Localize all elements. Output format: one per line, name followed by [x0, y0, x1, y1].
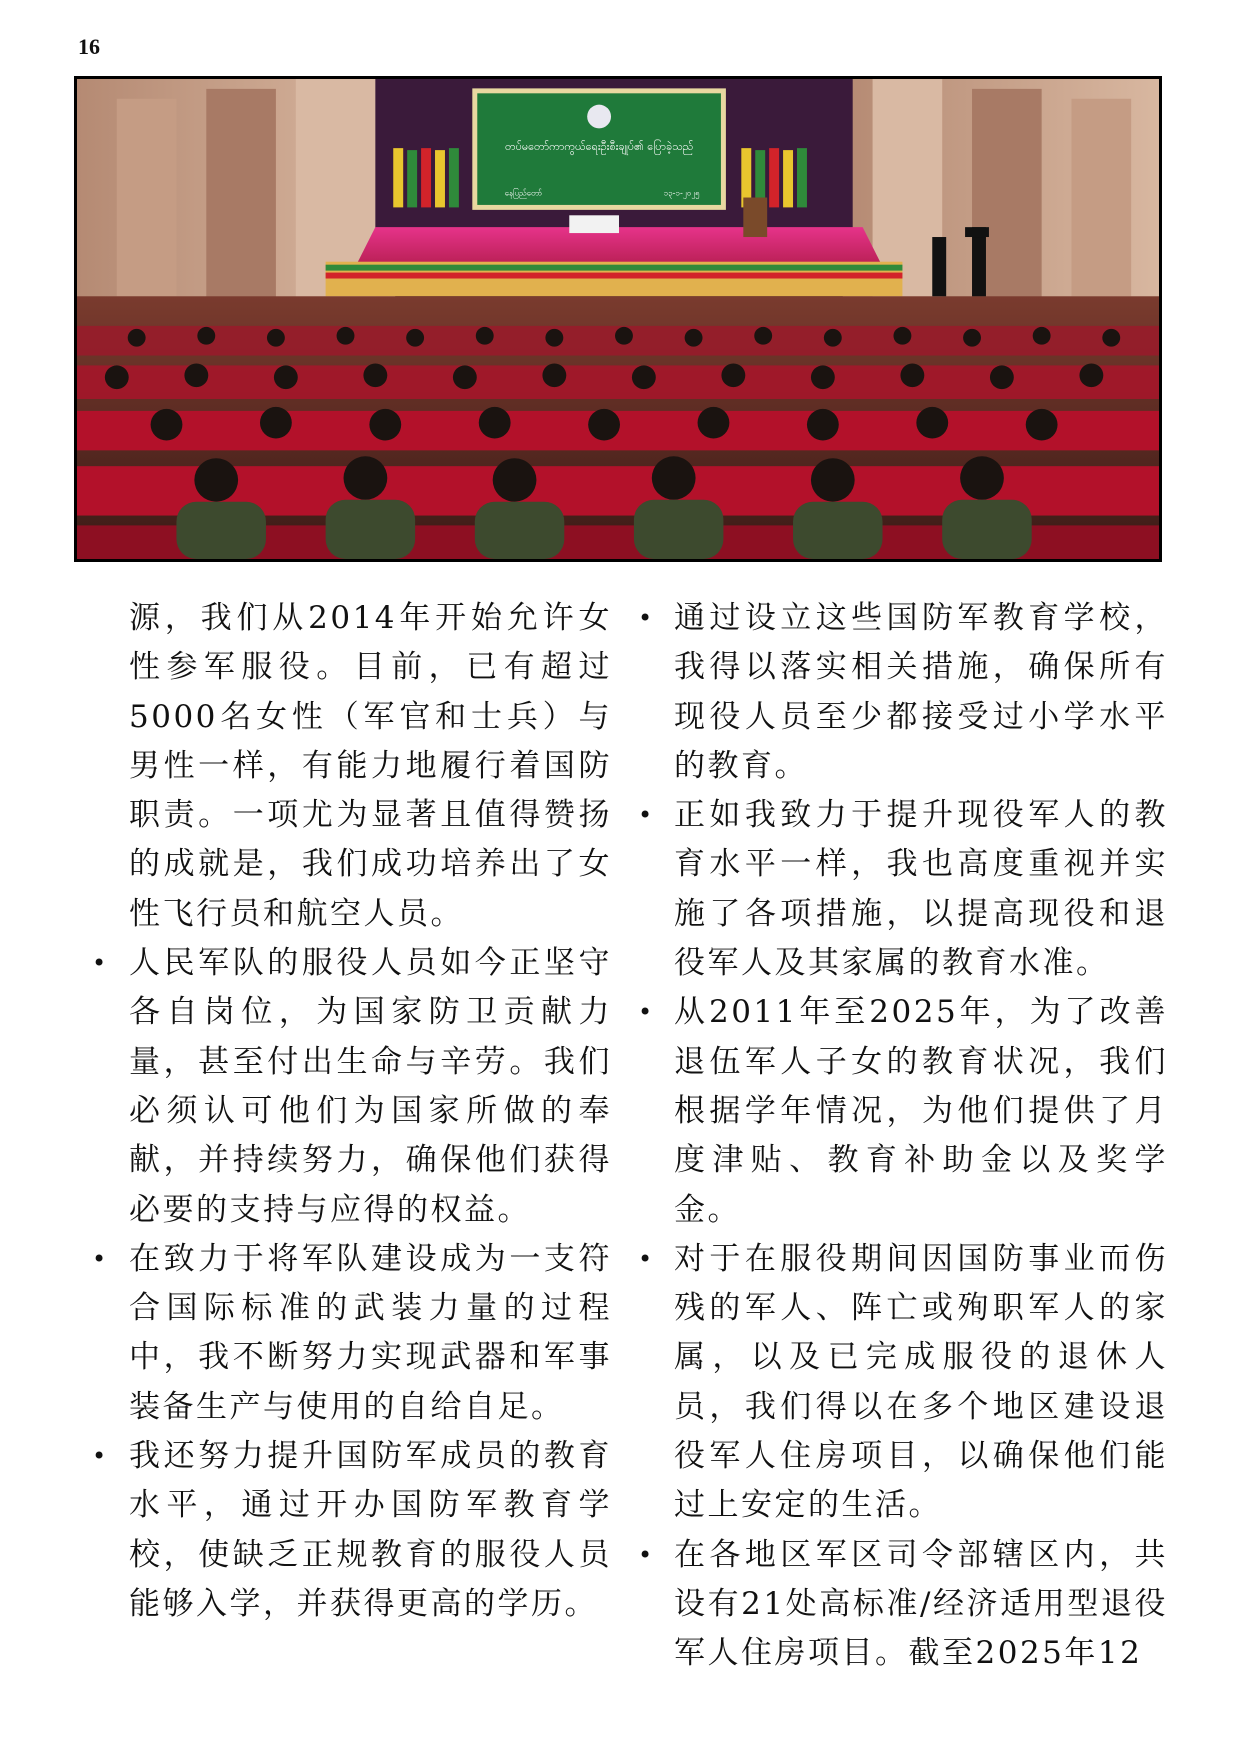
flags-left	[393, 148, 459, 207]
bullet-icon: •	[638, 998, 655, 1027]
bullet-item	[628, 1531, 1168, 1679]
bullet-icon: •	[92, 1442, 109, 1471]
continued-paragraph: 源，我们从2014年开始允许女性参军服役。目前，已有超过5000名女性（军官和士兵）与男性一样，有能力地履行着国防职责。一项尤为显著且值得赞扬的成就是，我们成功培养出了女性飞行员和航空人员。	[129, 600, 612, 932]
bullet-text: 通过设立这些国防军教育学校，我得以落实相关措施，确保所有现役人员至少都接受过小学水平的教育。	[674, 600, 1168, 784]
bullet-icon: •	[638, 1540, 655, 1569]
svg-text:၁၃-၁-၂၀၂၅: ၁၃-၁-၂၀၂၅	[663, 188, 700, 198]
bullet-text: 从2011年至2025年，为了改善退伍军人子女的教育状况，我们根据学年情况，为他们提供了月度津贴、教育补助金以及奖学金。	[674, 994, 1168, 1228]
bullet-text: 对于在服役期间因国防事业而伤残的军人、阵亡或殉职军人的家属，以及已完成服役的退休人员，我们得以在多个地区建设退役军人住房项目，以确保他们能过上安定的生活。	[674, 1240, 1168, 1524]
svg-text:တပ်မတော်ကာကွယ်ရေးဦးစီးချုပ်၏ ပ: တပ်မတော်ကာကွယ်ရေးဦးစီးချုပ်၏ ပြောခဲ့သည်	[504, 140, 694, 154]
bullet-item	[628, 1235, 1168, 1531]
bullet-item	[82, 1235, 612, 1432]
left-column	[82, 594, 612, 1629]
bullet-text: 人民军队的服役人员如今正坚守各自岗位，为国家防卫贡献力量，甚至付出生命与辛劳。我们必须认可他们为国家所做的奉献，并持续努力，确保他们获得必要的支持与应得的权益。	[129, 945, 612, 1228]
bullet-item	[628, 988, 1168, 1234]
bullet-item	[82, 939, 612, 1235]
hall-illustration	[77, 79, 1159, 559]
bullet-text: 在各地区军区司令部辖区内，共设有21处高标准/经济适用型退役军人住房项目。截至2025年12	[674, 1536, 1168, 1672]
stage-banner	[475, 91, 724, 208]
bullet-icon: •	[638, 604, 655, 632]
bullet-text: 在致力于将军队建设成为一支符合国际标准的武装力量的过程中，我不断努力实现武器和军事装备生产与使用的自给自足。	[129, 1240, 612, 1425]
bullet-icon: •	[92, 1244, 109, 1273]
bullet-icon: •	[92, 949, 109, 978]
bullet-item	[628, 791, 1168, 988]
bullet-text: 我还努力提升国防军成员的教育水平，通过开办国防军教育学校，使缺乏正规教育的服役人员能够入学，并获得更高的学历。	[129, 1438, 612, 1622]
bullet-item	[628, 594, 1168, 791]
svg-text:နေပြည်တော်: နေပြည်တော်	[504, 188, 542, 198]
conference-hall-photo	[74, 76, 1162, 562]
bullet-text: 正如我致力于提升现役军人的教育水平一样，我也高度重视并实施了各项措施，以提高现役和退役军人及其家属的教育水准。	[674, 797, 1168, 982]
right-column	[628, 594, 1168, 1679]
page-number: 16	[78, 34, 100, 59]
bullet-icon: •	[638, 801, 655, 830]
bullet-item	[82, 1432, 612, 1629]
bullet-icon: •	[638, 1244, 655, 1273]
